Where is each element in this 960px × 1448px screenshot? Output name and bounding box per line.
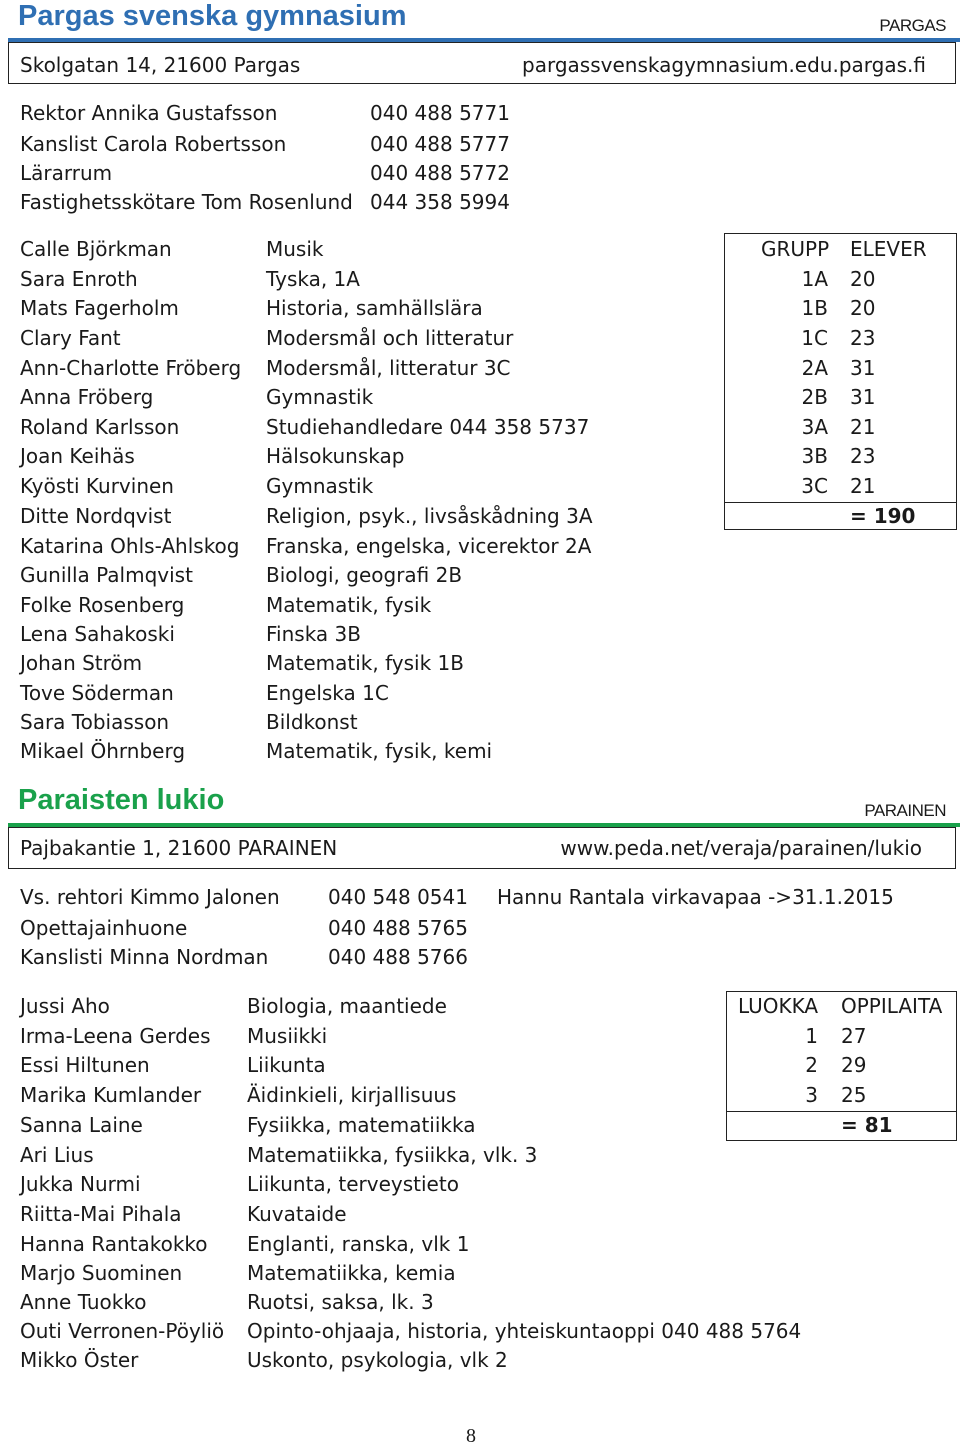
contact-name: Kanslist Carola Robertsson xyxy=(20,132,287,156)
teacher-name: Sara Enroth xyxy=(20,267,138,291)
teacher-subject: Franska, engelska, vicerektor 2A xyxy=(266,534,592,558)
class-count: 25 xyxy=(841,1083,867,1107)
teacher-subject: Matematik, fysik, kemi xyxy=(266,739,493,763)
teacher-row xyxy=(0,296,960,326)
teacher-subject: Musik xyxy=(266,237,324,261)
contact-row xyxy=(0,132,960,162)
teacher-name: Kyösti Kurvinen xyxy=(20,474,174,498)
teacher-name: Essi Hiltunen xyxy=(20,1053,150,1077)
contact-name: Opettajainhuone xyxy=(20,916,188,940)
group-code: 3A xyxy=(801,415,828,439)
class-code: 3 xyxy=(805,1083,818,1107)
teacher-name: Lena Sahakoski xyxy=(20,622,175,646)
teacher-row xyxy=(0,504,960,534)
teacher-row xyxy=(0,1024,960,1054)
teacher-subject: Biologi, geografi 2B xyxy=(266,563,463,587)
lukio-city: PARAINEN xyxy=(864,801,946,820)
teacher-subject: Ruotsi, saksa, lk. 3 xyxy=(247,1290,434,1314)
teacher-name: Mikko Öster xyxy=(20,1348,139,1372)
teacher-row xyxy=(0,474,960,504)
contact-phone: 040 488 5766 xyxy=(328,945,468,969)
contact-row xyxy=(0,885,960,915)
group-count: 21 xyxy=(850,474,876,498)
teacher-subject: Studiehandledare 044 358 5737 xyxy=(266,415,590,439)
contact-phone: 040 488 5771 xyxy=(370,101,510,125)
teacher-name: Calle Björkman xyxy=(20,237,172,261)
teacher-name: Mikael Öhrnberg xyxy=(20,739,186,763)
group-count: 20 xyxy=(850,296,876,320)
groups-header-count: ELEVER xyxy=(850,237,927,261)
contact-row xyxy=(0,161,960,191)
teacher-row xyxy=(0,1232,960,1262)
teacher-row xyxy=(0,593,960,623)
teacher-name: Hanna Rantakokko xyxy=(20,1232,208,1256)
group-code: 3B xyxy=(801,444,828,468)
teacher-subject: Uskonto, psykologia, vlk 2 xyxy=(247,1348,508,1372)
lukio-note: Hannu Rantala virkavapaa ->31.1.2015 xyxy=(497,885,894,909)
group-code: 1C xyxy=(801,326,828,350)
teacher-subject: Modersmål, litteratur 3C xyxy=(266,356,511,380)
contact-name: Kanslisti Minna Nordman xyxy=(20,945,269,969)
contact-phone: 040 488 5777 xyxy=(370,132,510,156)
svenska-address: Skolgatan 14, 21600 Pargas xyxy=(20,53,301,77)
teacher-row xyxy=(0,1202,960,1232)
teacher-row xyxy=(0,534,960,564)
teacher-name: Folke Rosenberg xyxy=(20,593,185,617)
contact-phone: 040 488 5772 xyxy=(370,161,510,185)
teacher-row xyxy=(0,681,960,711)
contact-phone: 040 488 5765 xyxy=(328,916,468,940)
group-count: 31 xyxy=(850,385,876,409)
contact-row xyxy=(0,101,960,131)
page-number: 8 xyxy=(466,1425,476,1447)
teacher-name: Joan Keihäs xyxy=(20,444,135,468)
teacher-row xyxy=(0,1053,960,1083)
group-code: 2A xyxy=(801,356,828,380)
teacher-subject: Opinto-ohjaaja, historia, yhteiskuntaoppi 040 488 5764 xyxy=(247,1319,802,1343)
teacher-subject: Musiikki xyxy=(247,1024,328,1048)
contact-name: Lärarrum xyxy=(20,161,113,185)
lukio-title: Paraisten lukio xyxy=(18,784,225,816)
teacher-name: Anna Fröberg xyxy=(20,385,154,409)
teacher-row xyxy=(0,444,960,474)
teacher-subject: Tyska, 1A xyxy=(266,267,360,291)
class-count: 29 xyxy=(841,1053,867,1077)
teacher-name: Ditte Nordqvist xyxy=(20,504,172,528)
teacher-subject: Biologia, maantiede xyxy=(247,994,447,1018)
teacher-name: Sara Tobiasson xyxy=(20,710,170,734)
svenska-website: pargassvenskagymnasium.edu.pargas.fi xyxy=(522,53,926,77)
teacher-name: Katarina Ohls-Ahlskog xyxy=(20,534,240,558)
teacher-row xyxy=(0,1083,960,1113)
teacher-row xyxy=(0,651,960,681)
teacher-name: Mats Fagerholm xyxy=(20,296,179,320)
contact-name: Vs. rehtori Kimmo Jalonen xyxy=(20,885,280,909)
class-count: 27 xyxy=(841,1024,867,1048)
teacher-subject: Matematik, fysik xyxy=(266,593,432,617)
teacher-row xyxy=(0,1143,960,1173)
teacher-row xyxy=(0,356,960,386)
lukio-address: Pajbakantie 1, 21600 PARAINEN xyxy=(20,836,338,860)
group-code: 3C xyxy=(801,474,828,498)
teacher-name: Jussi Aho xyxy=(20,994,110,1018)
teacher-row xyxy=(0,622,960,652)
contact-phone: 044 358 5994 xyxy=(370,190,510,214)
classes-total: = 81 xyxy=(841,1113,893,1137)
teacher-subject: Historia, samhällslära xyxy=(266,296,483,320)
svenska-title: Pargas svenska gymnasium xyxy=(18,0,407,32)
contact-name: Rektor Annika Gustafsson xyxy=(20,101,278,125)
teacher-row xyxy=(0,1261,960,1291)
group-code: 1A xyxy=(801,267,828,291)
teacher-subject: Matematiikka, kemia xyxy=(247,1261,456,1285)
teacher-subject: Finska 3B xyxy=(266,622,361,646)
teacher-subject: Engelska 1C xyxy=(266,681,389,705)
group-count: 23 xyxy=(850,444,876,468)
class-code: 2 xyxy=(805,1053,818,1077)
teacher-subject: Liikunta xyxy=(247,1053,326,1077)
teacher-row xyxy=(0,1290,960,1320)
teacher-row xyxy=(0,1113,960,1143)
group-count: 20 xyxy=(850,267,876,291)
teacher-row xyxy=(0,994,960,1024)
teacher-name: Gunilla Palmqvist xyxy=(20,563,193,587)
teacher-row xyxy=(0,237,960,267)
contact-row xyxy=(0,190,960,220)
teacher-row xyxy=(0,710,960,740)
group-code: 2B xyxy=(801,385,828,409)
teacher-subject: Fysiikka, matematiikka xyxy=(247,1113,476,1137)
teacher-name: Clary Fant xyxy=(20,326,121,350)
teacher-name: Marjo Suominen xyxy=(20,1261,183,1285)
teacher-subject: Englanti, ranska, vlk 1 xyxy=(247,1232,470,1256)
group-count: 21 xyxy=(850,415,876,439)
teacher-row xyxy=(0,1172,960,1202)
teacher-subject: Gymnastik xyxy=(266,385,374,409)
teacher-name: Ari Lius xyxy=(20,1143,94,1167)
teacher-subject: Hälsokunskap xyxy=(266,444,405,468)
contact-row xyxy=(0,916,960,946)
teacher-name: Anne Tuokko xyxy=(20,1290,147,1314)
teacher-name: Tove Söderman xyxy=(20,681,174,705)
teacher-subject: Bildkonst xyxy=(266,710,358,734)
teacher-row xyxy=(0,739,960,769)
group-code: 1B xyxy=(801,296,828,320)
teacher-name: Marika Kumlander xyxy=(20,1083,202,1107)
teacher-name: Ann-Charlotte Fröberg xyxy=(20,356,242,380)
groups-header-group: GRUPP xyxy=(761,237,830,261)
svenska-city: PARGAS xyxy=(879,16,946,35)
teacher-subject: Kuvataide xyxy=(247,1202,347,1226)
contact-name: Fastighetsskötare Tom Rosenlund xyxy=(20,190,353,214)
teacher-row xyxy=(0,326,960,356)
teacher-name: Sanna Laine xyxy=(20,1113,143,1137)
teacher-name: Outi Verronen-Pöyliö xyxy=(20,1319,225,1343)
teacher-row xyxy=(0,563,960,593)
teacher-name: Roland Karlsson xyxy=(20,415,180,439)
teacher-name: Irma-Leena Gerdes xyxy=(20,1024,211,1048)
teacher-name: Jukka Nurmi xyxy=(20,1172,141,1196)
contact-row xyxy=(0,945,960,975)
teacher-subject: Religion, psyk., livsåskådning 3A xyxy=(266,504,593,528)
groups-total: = 190 xyxy=(850,504,916,528)
teacher-row xyxy=(0,267,960,297)
classes-header-class: LUOKKA xyxy=(738,994,819,1018)
teacher-row xyxy=(0,415,960,445)
teacher-row xyxy=(0,1319,960,1349)
teacher-name: Riitta-Mai Pihala xyxy=(20,1202,182,1226)
teacher-subject: Matematiikka, fysiikka, vlk. 3 xyxy=(247,1143,538,1167)
teacher-subject: Matematik, fysik 1B xyxy=(266,651,464,675)
class-code: 1 xyxy=(805,1024,818,1048)
teacher-name: Johan Ström xyxy=(20,651,143,675)
teacher-subject: Modersmål och litteratur xyxy=(266,326,514,350)
teacher-row xyxy=(0,1348,960,1378)
contact-phone: 040 548 0541 xyxy=(328,885,468,909)
classes-header-count: OPPILAITA xyxy=(841,994,943,1018)
lukio-website: www.peda.net/veraja/parainen/lukio xyxy=(560,836,922,860)
group-count: 23 xyxy=(850,326,876,350)
group-count: 31 xyxy=(850,356,876,380)
teacher-subject: Gymnastik xyxy=(266,474,374,498)
teacher-row xyxy=(0,385,960,415)
teacher-subject: Liikunta, terveystieto xyxy=(247,1172,459,1196)
teacher-subject: Äidinkieli, kirjallisuus xyxy=(247,1083,457,1107)
